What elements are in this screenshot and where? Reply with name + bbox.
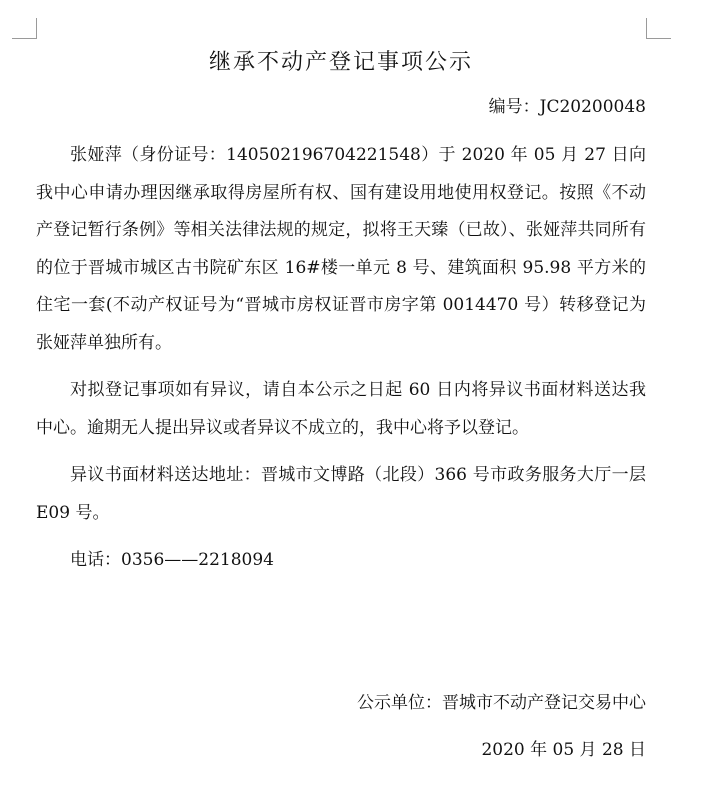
document-body xyxy=(36,137,646,590)
issue-date: 2020 年 05 月 28 日 xyxy=(481,740,646,760)
crop-mark-top-left xyxy=(12,18,37,39)
document-title: 继承不动产登记事项公示 xyxy=(208,50,473,75)
paragraph-phone: 电话：0356——2218094 xyxy=(70,550,274,570)
crop-mark-top-right xyxy=(646,18,671,39)
paragraph-application: 张娅萍（身份证号：140502196704221548）于 2020 年 05 月 27 日向我中心申请办理因继承取得房屋所有权、国有建设用地使用权登记。按照《不动产登记暂行条例》等相关法律法规的规定，拟将王天臻（已故）、张娅萍共同所有的位于晋城市城区古书院矿东区 16#楼一单元 8 号、建筑面积 95.98 平方米的住宅一套(不动产权证号为“晋城市房权证晋市房字第 0014470 号）转移登记为张娅萍单独所有。 xyxy=(36,145,646,353)
paragraph-address: 异议书面材料送达地址：晋城市文博路（北段）366 号市政务服务大厅一层 E09 号。 xyxy=(36,465,646,523)
document-number: 编号：JC20200048 xyxy=(488,97,646,117)
paragraph-objection: 对拟登记事项如有异议，请自本公示之日起 60 日内将异议书面材料送达我中心。逾期无人提出异议或者异议不成立的，我中心将予以登记。 xyxy=(36,380,646,438)
issuer-signature: 公示单位：晋城市不动产登记交易中心 xyxy=(357,693,646,713)
